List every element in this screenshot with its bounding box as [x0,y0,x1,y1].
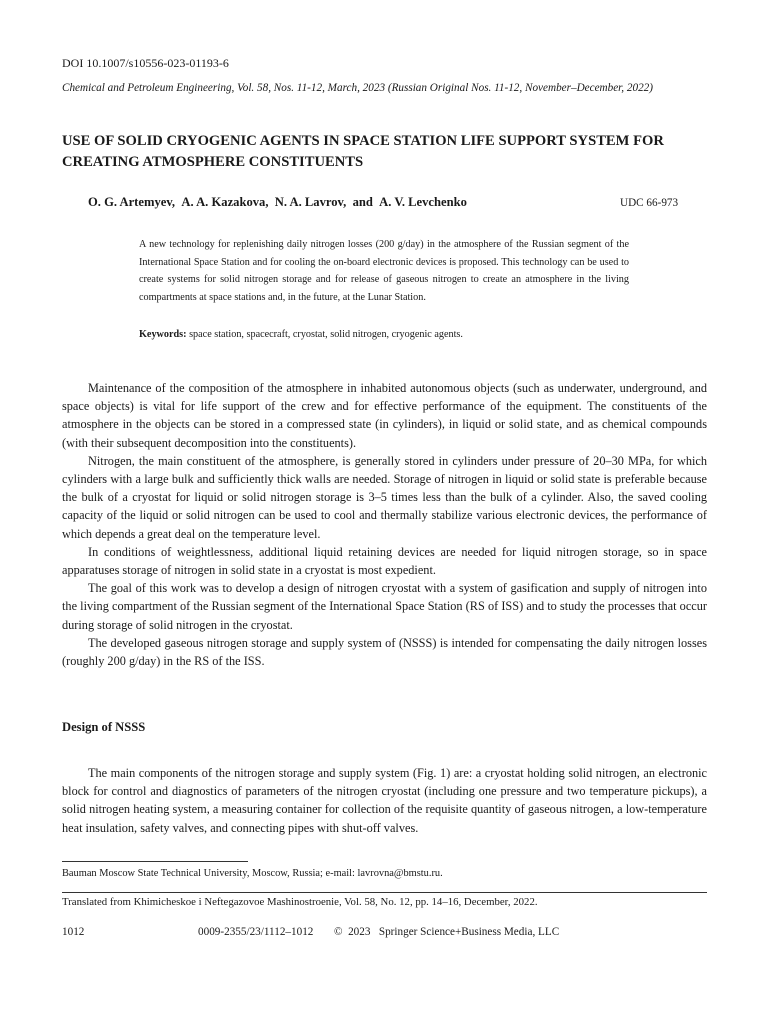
doi: DOI 10.1007/s10556-023-01193-6 [62,56,229,70]
section-heading: Design of NSSS [62,720,146,734]
paragraph: The main components of the nitrogen storage and supply system (Fig. 1) are: a cryostat holding solid nitrogen, an electronic block for control and diagnostics of parameters of the nitrogen cryostat (including one pressure and two temperature pickups), a solid nitrogen heating system, a measuring container for collection of the requisite quantity of gaseous nitrogen, a low-temperature heat insulation, safety valves, and connecting pipes with shut-off valves. [62,766,707,835]
keywords-label: Keywords: [139,329,187,340]
introduction [62,379,707,670]
article-title: USE OF SOLID CRYOGENIC AGENTS IN SPACE STATION LIFE SUPPORT SYSTEM FOR CREATING ATMOSPHERE CONSTITUENTS [62,133,664,170]
affiliation-footnote: Bauman Moscow State Technical University, Moscow, Russia; e-mail: lavrovna@bmstu.ru. [62,868,443,879]
paragraph: Maintenance of the composition of the atmosphere in inhabited autonomous objects (such as underwater, underground, and space objects) is vital for life support of the crew and for effective performance of the equipment. The constituents of the atmosphere in the objects can be stored in a compressed state (in cylinders), in liquid or solid state, and as chemical compounds (with their subsequent decomposition into the constituents). [62,381,707,450]
footer-rule [62,892,707,893]
paragraph: In conditions of weightlessness, additional liquid retaining devices are needed for liquid nitrogen storage, so in space apparatuses storage of nitrogen in solid state in a cryostat is most expedient. [62,544,707,578]
authors: O. G. Artemyev, A. A. Kazakova, N. A. Lavrov, and A. V. Levchenko [88,195,467,209]
copyright: © 2023 Springer Science+Business Media, LLC [334,926,560,938]
keywords-list: space station, spacecraft, cryostat, solid nitrogen, cryogenic agents. [186,329,463,340]
udc-code: UDC 66-973 [620,197,679,209]
paragraph: Nitrogen, the main constituent of the atmosphere, is generally stored in cylinders under pressure of 20–30 MPa, for which cylinders with a large bulk and sufficiently thick walls are needed. Storage of nitrogen in liquid or solid state is preferable because the bulk of a cryostat for liquid or solid nitrogen storage is 3–5 times less than the bulk of a cylinder. Also, the saved cooling capacity of the liquid or solid nitrogen can be used to cool and thermally stabilize various electronic devices, the performance of which depends a great deal on the temperature level. [62,453,707,541]
paragraph: The goal of this work was to develop a design of nitrogen cryostat with a system of gasification and supply of nitrogen into the living compartment of the Russian segment of the International Space Station (RS of ISS) and to study the processes that occur during storage of solid nitrogen in the cryostat. [62,581,707,632]
journal-citation: Chemical and Petroleum Engineering, Vol. 58, Nos. 11-12, March, 2023 (Russian Original Nos. 11-12, November–December, 2022) [62,82,653,94]
translation-note: Translated from Khimicheskoe i Neftegazovoe Mashinostroenie, Vol. 58, No. 12, pp. 14–16, December, 2022. [62,896,538,908]
paragraph: The developed gaseous nitrogen storage and supply system of (NSSS) is intended for compensating the daily nitrogen losses (roughly 200 g/day) in the RS of the ISS. [62,635,707,669]
section-body [62,764,707,837]
footnote-rule [62,861,248,862]
keywords [139,326,629,343]
abstract: A new technology for replenishing daily nitrogen losses (200 g/day) in the atmosphere of the Russian segment of the International Space Station and for cooling the on-board electronic devices is proposed. This technology can be used to create systems for solid nitrogen storage and for release of gaseous nitrogen to create an atmosphere in the living compartments at space stations and, in the future, at the Lunar Station. [139,239,629,303]
issn-code: 0009-2355/23/1112–1012 [198,926,314,938]
page-number: 1012 [62,926,85,938]
